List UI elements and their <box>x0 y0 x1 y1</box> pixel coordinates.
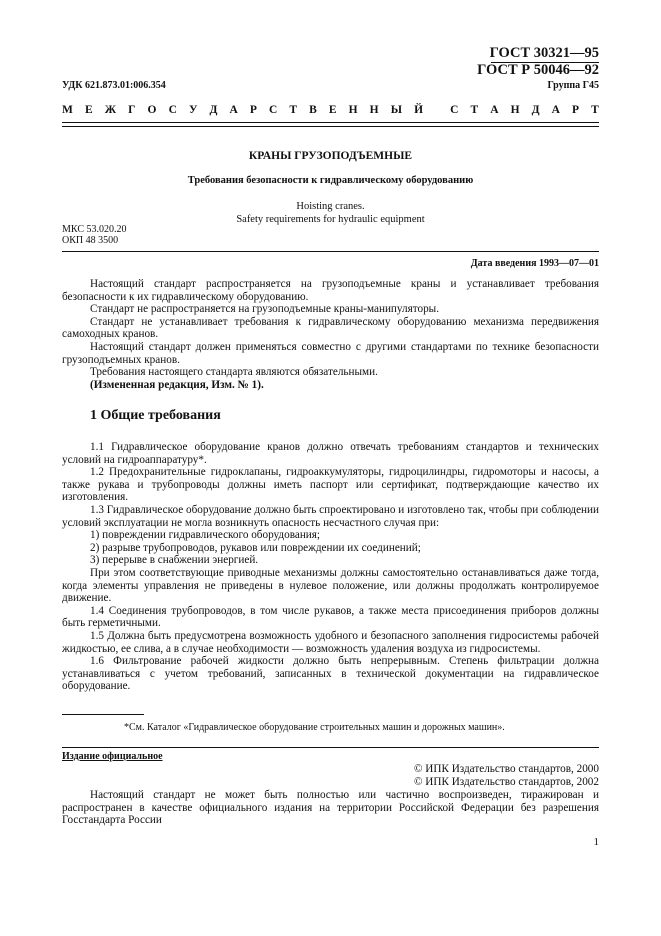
banner-letter: Е <box>328 104 337 116</box>
banner-letter: М <box>62 104 73 116</box>
list-item: 3) перерыве в снабжении энергией. <box>90 554 259 567</box>
banner-letter: Т <box>470 104 479 116</box>
section-1-text <box>62 441 599 693</box>
clause-1-3: 1.3 Гидравлическое оборудование должно быть спроектировано и изготовлено так, чтобы при соблюдении условий эксплуатации не могла возникнуть опасность несчастного случая при: <box>62 503 599 529</box>
interstate-standard-banner <box>62 104 599 116</box>
banner-letter: Г <box>128 104 136 116</box>
section-heading: 1 Общие требования <box>90 408 221 423</box>
banner-letter: Н <box>369 104 379 116</box>
clause-1-2: 1.2 Предохранительные гидроклапаны, гидроаккумуляторы, гидроцилиндры, гидромоторы и насосы, а также рукава и трубопроводы должны иметь паспорт или сертификат, подтверждающие качество их изготовления. <box>62 466 599 504</box>
reproduction-notice: Настоящий стандарт не может быть полностью или частично воспроизведен, тиражирован и распространен в качестве официального издания на территории Российской Федерации без разрешения Госстандарта России <box>62 789 599 827</box>
clause-1-4: 1.4 Соединения трубопроводов, в том числе рукавов, а также места присоединения приборов должны быть герметичными. <box>62 604 599 630</box>
okp-code: ОКП 48 3500 <box>62 235 119 246</box>
banner-letter: Р <box>572 104 580 116</box>
banner-letter: Т <box>289 104 298 116</box>
copyright-line: © ИПК Издательство стандартов, 2002 <box>413 775 599 788</box>
banner-letter: Й <box>414 104 424 116</box>
mks-code: МКС 53.020.20 <box>62 224 127 235</box>
list-item: 1) повреждении гидравлического оборудования; <box>90 529 321 542</box>
intro-paragraph: Стандарт не распространяется на грузоподъемные краны-манипуляторы. <box>90 303 439 316</box>
intro-paragraph: Настоящий стандарт должен применяться совместно с другими стандартами по технике безопасности грузоподъемных кранов. <box>62 340 599 366</box>
banner-letter: Н <box>348 104 358 116</box>
banner-letter: Д <box>209 104 218 116</box>
english-title-line-2: Safety requirements for hydraulic equipment <box>236 214 425 225</box>
english-title <box>62 200 599 226</box>
clause-1-6: 1.6 Фильтрование рабочей жидкости должно быть непрерывным. Степень фильтрации должна устанавливаться с учетом требований, записанных в технической документации на гидравлическое оборудование. <box>62 655 599 693</box>
banner-letter: Ы <box>390 104 402 116</box>
copyright-line: © ИПК Издательство стандартов, 2000 <box>413 763 599 775</box>
banner-letter: С <box>269 104 278 116</box>
classification-codes <box>62 224 126 246</box>
banner-letter: Р <box>249 104 257 116</box>
banner-letter: У <box>188 104 198 116</box>
footnote: *См. Каталог «Гидравлическое оборудование строительных машин и дорожных машин». <box>124 722 505 733</box>
clause-1-1: 1.1 Гидравлическое оборудование кранов должно отвечать требованиям стандартов и технических условий на гидроаппаратуру*. <box>62 441 599 466</box>
intro-paragraph: Требования настоящего стандарта являются обязательными. <box>90 366 378 379</box>
list-item: 2) разрыве трубопроводов, рукавов или повреждении их соединений; <box>90 541 421 554</box>
group-code: Группа Г45 <box>547 80 599 91</box>
edition-rule <box>62 747 599 748</box>
effective-date: Дата введения 1993—07—01 <box>470 258 599 269</box>
intro-text <box>62 278 599 391</box>
banner-letter: Д <box>531 104 540 116</box>
page-number: 1 <box>593 836 599 848</box>
banner-letter <box>435 104 438 116</box>
gost-designation <box>477 46 599 78</box>
banner-letter: А <box>229 104 238 116</box>
banner-letter: Е <box>84 104 93 116</box>
date-rule <box>62 251 599 252</box>
banner-letter: О <box>147 104 157 116</box>
gost-number-1: ГОСТ 30321—95 <box>489 45 599 61</box>
banner-letter: Ж <box>104 104 117 116</box>
intro-paragraph: Стандарт не устанавливает требования к гидравлическому оборудованию механизма передвижения самоходных кранов. <box>62 315 599 341</box>
intro-paragraph: Настоящий стандарт распространяется на грузоподъемные краны и устанавливает требования безопасности к их гидравлическому оборудованию. <box>62 278 599 303</box>
banner-letter: С <box>168 104 177 116</box>
footnote-divider <box>62 714 144 715</box>
banner-letter: А <box>490 104 499 116</box>
header-rule <box>62 122 599 123</box>
banner-letter: Т <box>591 104 599 116</box>
banner-letter: С <box>450 104 459 116</box>
doc-title: КРАНЫ ГРУЗОПОДЪЕМНЫЕ <box>248 150 413 162</box>
english-title-line-1: Hoisting cranes. <box>296 201 365 212</box>
copyright-block <box>414 763 599 788</box>
banner-letter: Н <box>510 104 520 116</box>
doc-subtitle: Требования безопасности к гидравлическому оборудованию <box>187 175 474 186</box>
gost-number-2: ГОСТ Р 50046—92 <box>477 62 599 78</box>
official-edition-label: Издание официальное <box>62 751 163 762</box>
udk-code: УДК 621.873.01:006.354 <box>62 80 166 91</box>
header-rule-thin <box>62 126 599 127</box>
amendment-note: (Измененная редакция, Изм. № 1). <box>90 378 264 391</box>
clause-1-5: 1.5 Должна быть предусмотрена возможность удобного и безопасного заполнения гидросистемы рабочей жидкостью, ее слива, а в случае необходимости — возможность удаления воздуха из гидросистемы. <box>62 629 599 655</box>
banner-letter: В <box>309 104 317 116</box>
banner-letter: А <box>551 104 560 116</box>
clause-1-3-cont: При этом соответствующие приводные механизмы должны самостоятельно останавливаться даже тогда, когда элементы управления не приведены в нулевое положение, или должны продолжать контролируемое движение. <box>62 566 599 605</box>
